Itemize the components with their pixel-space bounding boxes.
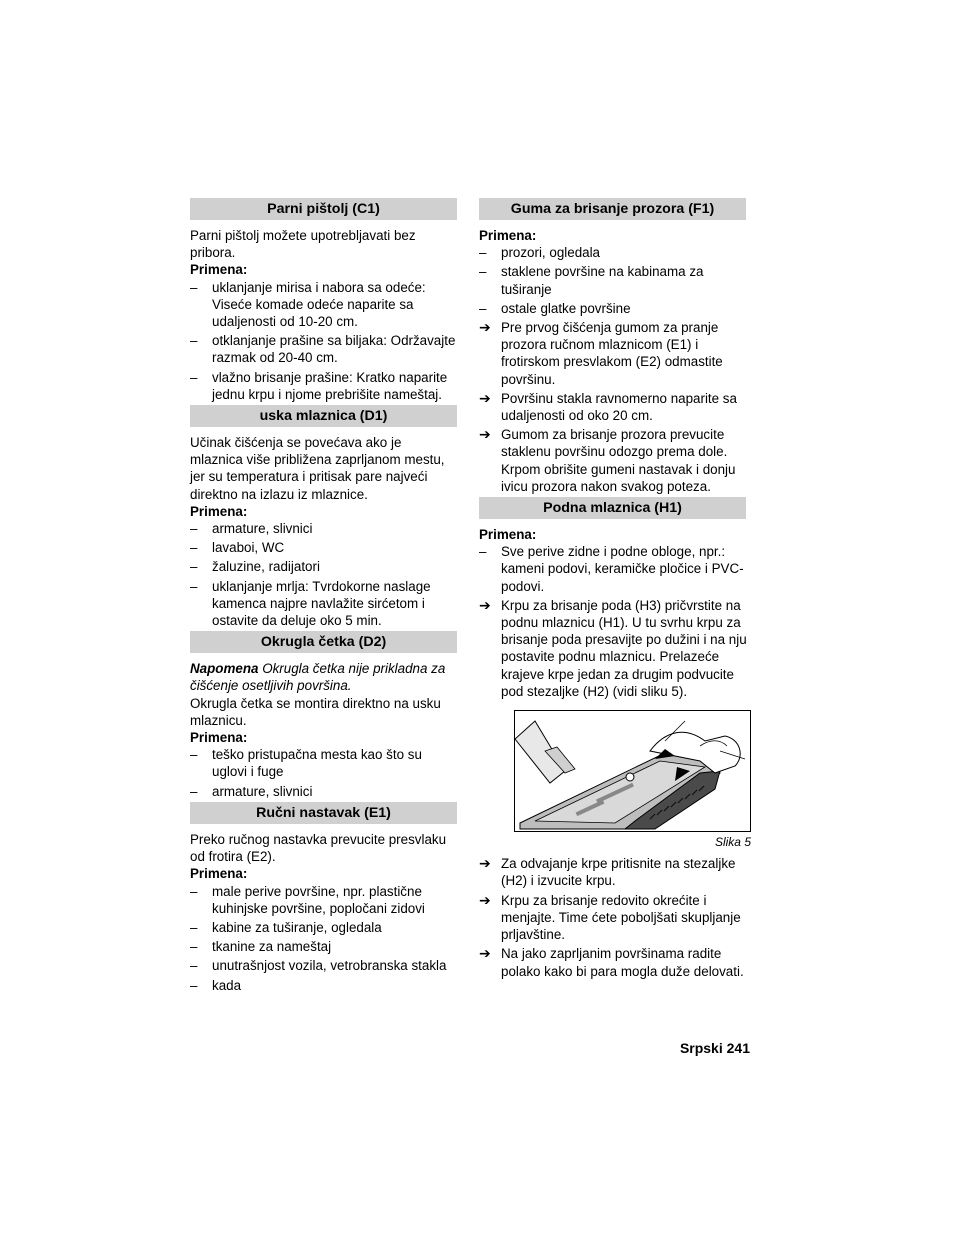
step-text: Površinu stakla ravnomerno naparite sa udaljenosti od oko 20 cm. [501,390,737,424]
list-item: – uklanjanje mrlja: Tvrdokorne naslage kamenca najpre navlažite sirćetom i ostavite da deluje oko 5 min. [190,578,457,630]
right-column [479,198,751,982]
step-item [479,597,751,700]
list-item: – unutrašnjost vozila, vetrobranska stakla [190,957,457,974]
section-guma-za-brisanje [479,198,751,495]
list-item: – Sve perive zidne i podne obloge, npr.: kameni podovi, keramičke pločice i PVC-podovi. [479,543,751,595]
section-heading: Parni pištolj (C1) [190,198,457,220]
step-text: Za odvajanje krpe pritisnite na stezaljke (H2) i izvucite krpu. [501,856,736,889]
step-item [479,390,751,424]
list-item: – armature, slivnici [190,783,457,800]
usage-list [479,543,751,595]
list-item: – uklanjanje mirisa i nabora sa odeće: Viseće komade odeće naparite sa udaljenosti od 10-20 cm. [190,279,457,331]
steps-list [479,855,751,979]
arrow-right-icon: ➔ [479,426,491,443]
usage-list [479,244,751,317]
note-label: Napomena [190,661,259,677]
list-item: – prozori, ogledala [479,244,751,261]
note-text: Okrugla četka nije prikladna za čišćenje osetljivih površina. [190,661,446,694]
section-intro: Učinak čišćenja se povećava ako je mlaznica više približena zaprljanom mestu, jer su temperatura i pritisak pare najveći direktno na izlazu iz mlaznice. [190,435,445,502]
arrow-right-icon: ➔ [479,945,491,962]
list-item: – kada [190,977,457,994]
usage-label: Primena: [479,527,537,543]
section-heading: Guma za brisanje prozora (F1) [479,198,746,220]
step-item [479,892,751,944]
section-okrugla-cetka [190,631,457,800]
list-item: – lavaboi, WC [190,539,457,556]
section-parni-pistolj [190,198,457,403]
step-item [479,945,751,979]
section-podna-mlaznica [479,497,751,980]
step-text: Pre prvog čišćenja gumom za pranje prozora ručnom mlaznicom (E1) i frotirskom presvlakom (E2) odmastite površinu. [501,320,723,387]
left-column [190,198,457,996]
usage-list [190,883,457,994]
arrow-right-icon: ➔ [479,891,491,908]
usage-label: Primena: [190,262,248,278]
list-item: – tkanine za nameštaj [190,938,457,955]
floor-nozzle-illustration [514,710,751,832]
arrow-right-icon: ➔ [479,855,491,872]
step-text: Na jako zaprljanim površinama radite polako kako bi para mogla duže delovati. [501,946,744,979]
section-intro: Parni pištolj možete upotrebljavati bez pribora. [190,228,416,261]
list-item: – teško pristupačna mesta kao što su uglovi i fuge [190,746,457,780]
list-item: – otklanjanje prašine sa biljaka: Održavajte razmak od 20-40 cm. [190,332,457,366]
steps-list [479,597,751,700]
step-text: Krpu za brisanje poda (H3) pričvrstite na podnu mlaznicu (H1). U tu svrhu krpu za brisanje poda presavijte po dužini i na nju postavite podnu mlaznicu. Prelazeće krajeve krpe jedan za drugim podvucite pod stezaljke (H2) (vidi sliku 5). [501,597,747,699]
step-text: Gumom za brisanje prozora prevucite staklenu površinu odozgo prema dole. Krpom obrišite gumeni nastavak i donju ivicu prozora nakon svakog poteza. [501,427,736,494]
section-heading: Okrugla četka (D2) [190,631,457,653]
usage-label: Primena: [190,866,248,882]
list-item: – kabine za tuširanje, ogledala [190,919,457,936]
usage-list [190,520,457,629]
steps-list [479,319,751,495]
usage-label: Primena: [190,730,248,746]
step-item [479,855,751,889]
section-heading: uska mlaznica (D1) [190,405,457,427]
step-item [479,426,751,495]
list-item: – ostale glatke površine [479,300,751,317]
list-item: – armature, slivnici [190,520,457,537]
list-item: – vlažno brisanje prašine: Kratko naparite jednu krpu i njome prebrišite nameštaj. [190,369,457,403]
section-heading: Podna mlaznica (H1) [479,497,746,519]
arrow-right-icon: ➔ [479,389,491,406]
note [190,660,457,694]
section-uska-mlaznica [190,405,457,629]
list-item: – staklene površine na kabinama za tuširanje [479,263,751,297]
step-text: Krpu za brisanje redovito okrećite i menjajte. Time ćete poboljšati skupljanje prljavštine. [501,892,741,943]
list-item: – male perive površine, npr. plastične kuhinjske površine, popločani zidovi [190,883,457,917]
list-item: – žaluzine, radijatori [190,558,457,575]
usage-list [190,746,457,800]
arrow-right-icon: ➔ [479,319,491,336]
section-heading: Ručni nastavak (E1) [190,802,457,824]
page-number: Srpski 241 [679,1040,750,1056]
usage-label: Primena: [190,503,248,519]
arrow-right-icon: ➔ [479,596,491,613]
step-item [479,319,751,388]
usage-label: Primena: [479,228,537,243]
usage-list [190,279,457,403]
section-intro: Okrugla četka se montira direktno na usku mlaznicu. [190,695,441,728]
figure-caption: Slika 5 [714,835,751,850]
section-rucni-nastavak [190,802,457,994]
section-intro: Preko ručnog nastavka prevucite presvlaku od frotira (E2). [190,831,447,865]
